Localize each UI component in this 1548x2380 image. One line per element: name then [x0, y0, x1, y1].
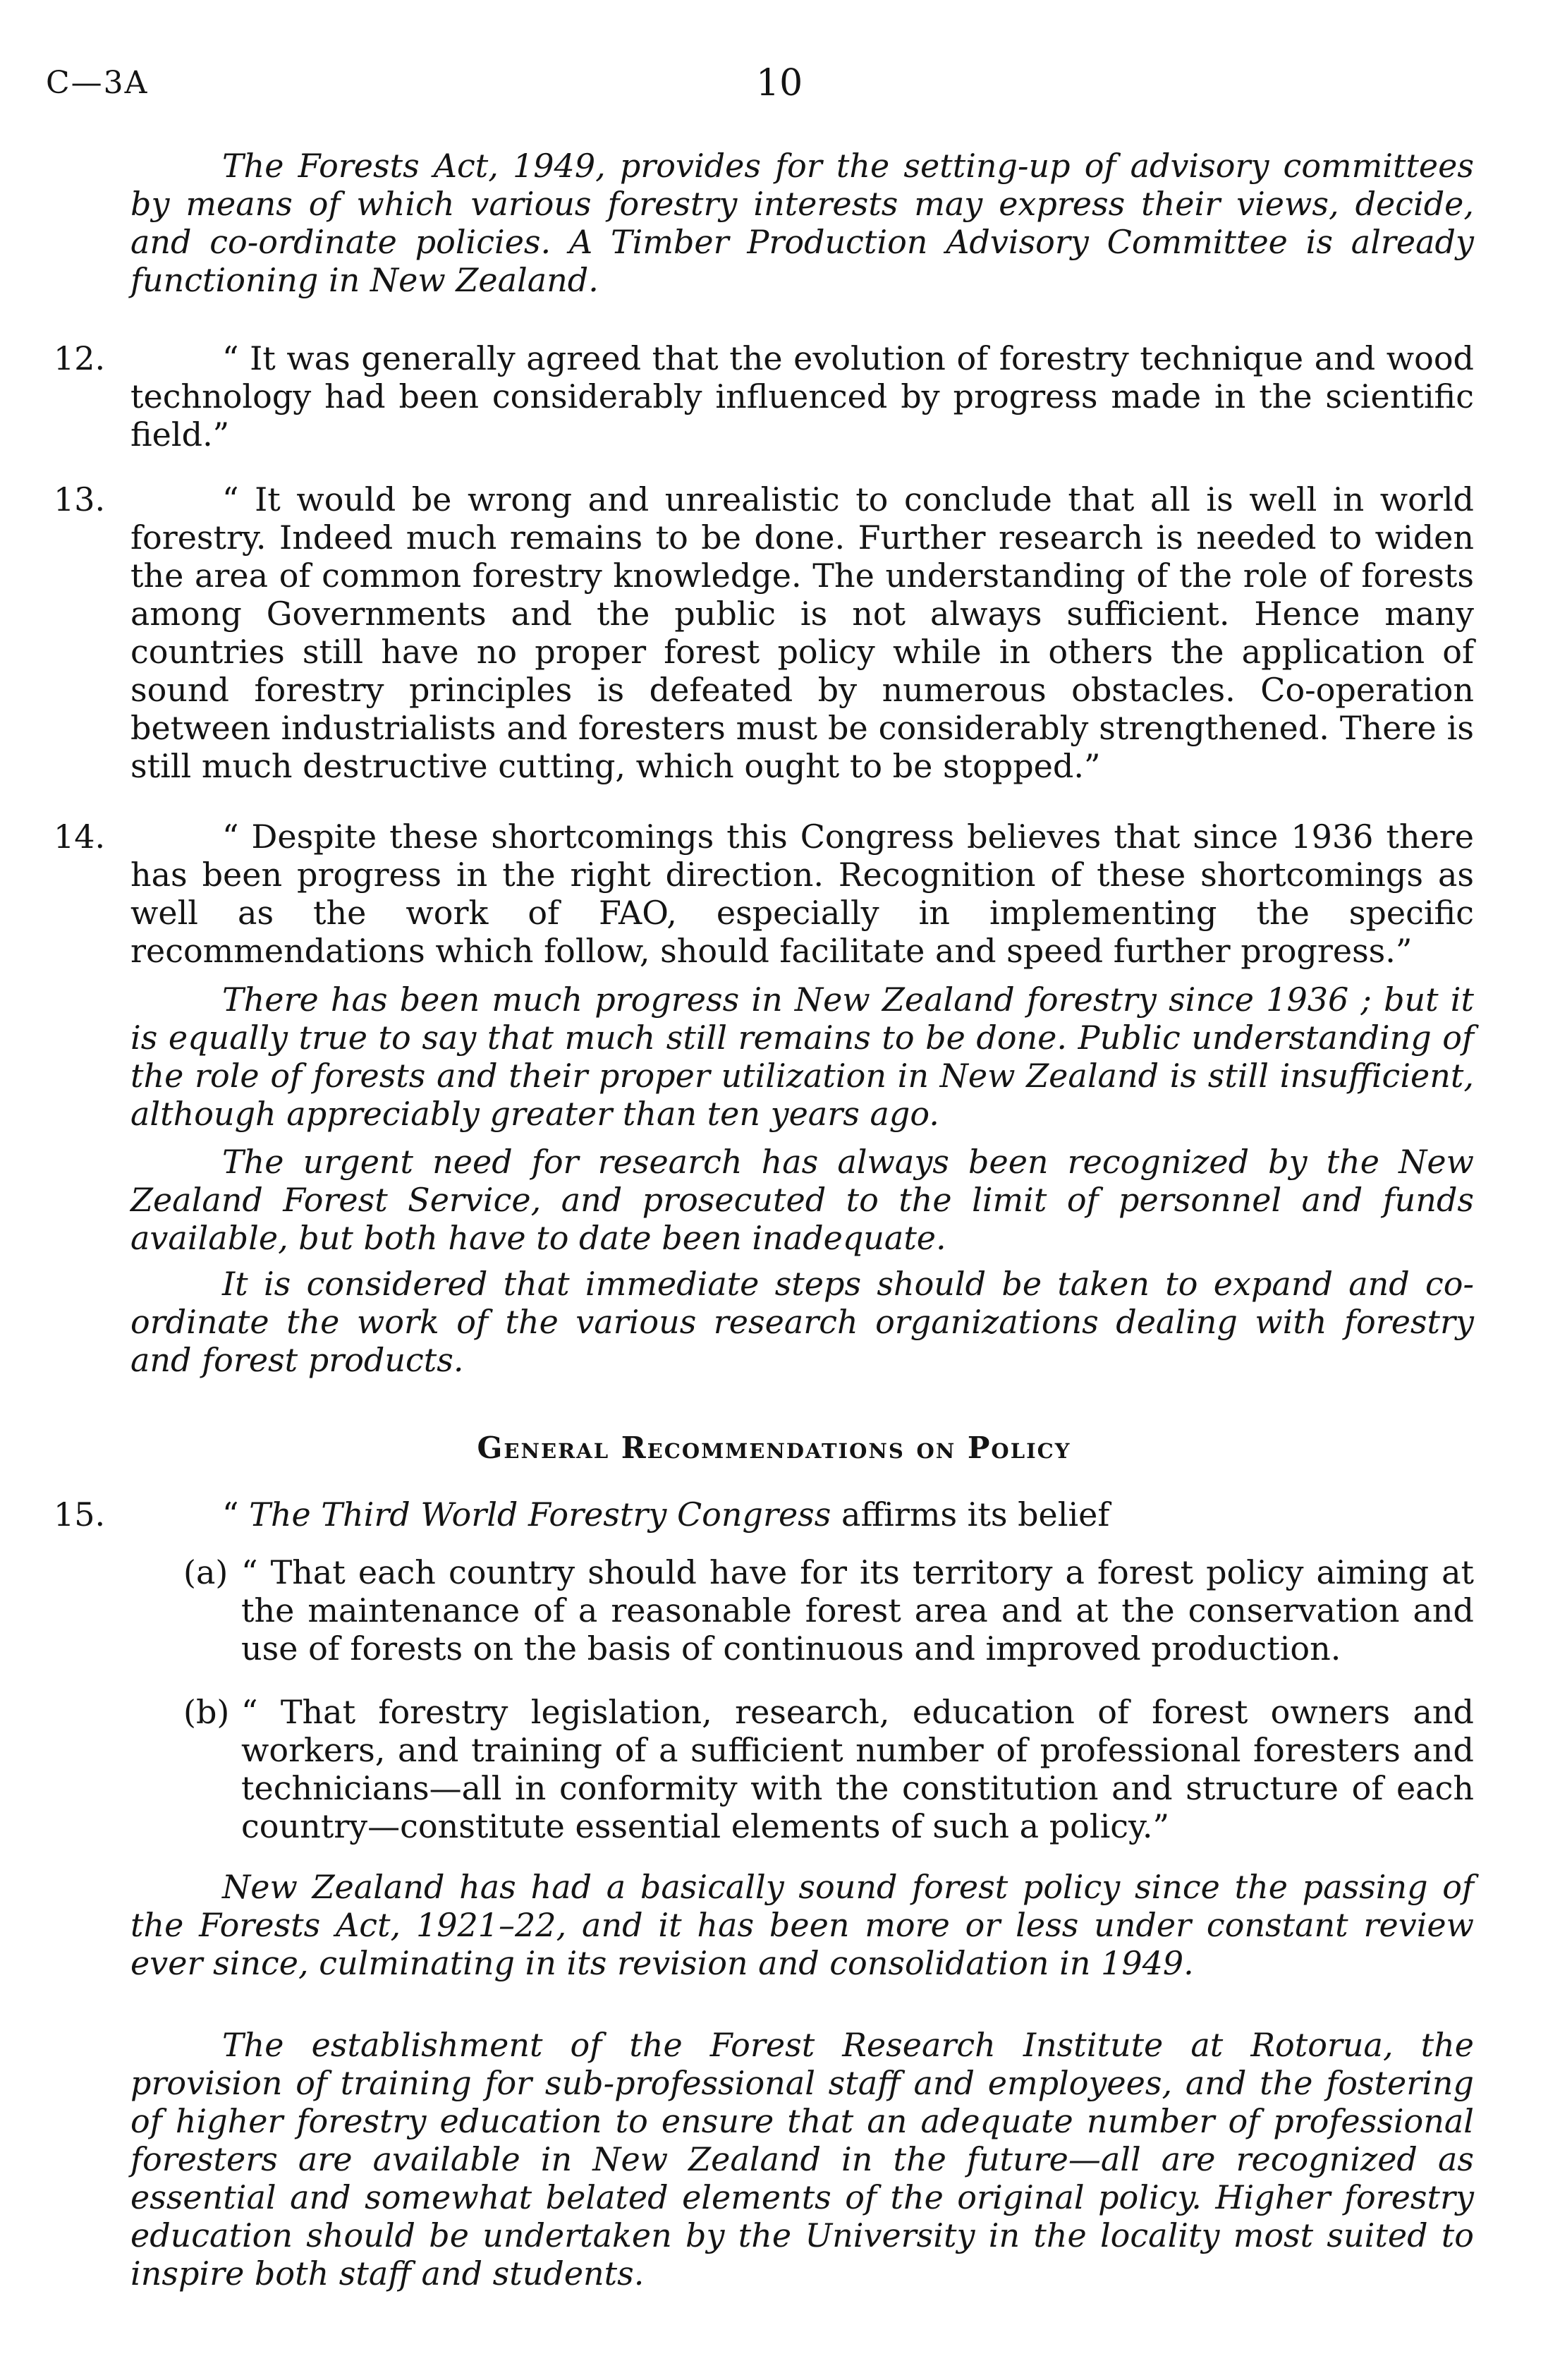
paragraph-12: “ It was generally agreed that the evolution of forestry technique and wood technology had been considerably influenced by progress made in the scientific field.” — [130, 339, 1474, 454]
item-a-text: “ That each country should have for its territory a forest policy aiming at the maintenance of a reasonable forest area and at the conservation and use of forests on the basis of continuous and improved production. — [241, 1553, 1474, 1668]
comment-14-research: The urgent need for research has always been recognized by the New Zealand Forest Service, and prosecuted to the limit of personnel and funds available, but both have to date been inadequate. — [130, 1143, 1474, 1257]
comment-14-coordinate: It is considered that immediate steps should be taken to expand and co-ordinate the work of the various research organizations dealing with forestry and forest products. — [130, 1265, 1474, 1379]
paragraph-15-rest: affirms its belief — [831, 1495, 1110, 1534]
item-a-label: (a) — [183, 1553, 228, 1591]
item-b-label: (b) — [183, 1693, 230, 1731]
quote-open: “ — [222, 1495, 250, 1534]
paragraph-13: “ It would be wrong and unrealistic to conclude that all is well in world forestry. Indeed much remains to be done. Further research is needed to widen the area of common forestry knowledge. The understanding of the role of forests among Governments and the public is not always sufficient. Hence many countries still have no proper forest policy while in others the application of sound forestry principles is defeated by numerous obstacles. Co-operation between industrialists and foresters must be considerably strengthened. There is still much destructive cutting, which ought to be stopped.” — [130, 480, 1474, 785]
page-number: 10 — [756, 62, 803, 104]
paragraph-number-13: 13. — [54, 480, 106, 518]
section-heading: General Recommendations on Policy — [477, 1431, 1071, 1465]
comment-15-policy: New Zealand has had a basically sound forest policy since the passing of the Forests Act, 1921–22, and it has been more or less under constant review ever since, culminating in its revision and consolidation in 1949. — [130, 1868, 1474, 1982]
comment-14-progress: There has been much progress in New Zealand forestry since 1936 ; but it is equally true to say that much still remains to be done. Public understanding of the role of forests and their proper utilization in New Zealand is still insufficient, although appreciably greater than ten years ago. — [130, 980, 1474, 1133]
intro-paragraph: The Forests Act, 1949, provides for the setting-up of advisory committees by means of which various forestry interests may express their views, decide, and co-ordinate policies. A Timber Production Advisory Committee is already functioning in New Zealand. — [130, 147, 1474, 299]
paragraph-15-intro — [130, 1495, 1474, 1534]
paragraph-number-14: 14. — [54, 818, 106, 856]
paragraph-14: “ Despite these shortcomings this Congress believes that since 1936 there has been progress in the right direction. Recognition of these shortcomings as well as the work of FAO, especially in implementing the specific recommendations which follow, should facilitate and speed further progress.” — [130, 818, 1474, 970]
report-reference: C—3A — [46, 65, 149, 101]
comment-15-research-institute: The establishment of the Forest Research Institute at Rotorua, the provision of training for sub-professional staff and employees, and the fostering of higher forestry education to ensure that an adequate number of professional foresters are available in New Zealand in the future—all are recognized as essential and somewhat belated elements of the original policy. Higher forestry education should be undertaken by the University in the locality most suited to inspire both staff and students. — [130, 2026, 1474, 2293]
paragraph-number-15: 15. — [54, 1495, 106, 1534]
paragraph-number-12: 12. — [54, 339, 106, 377]
item-b-text: “ That forestry legislation, research, education of forest owners and workers, and training of a sufficient number of professional foresters and technicians—all in conformity with the constitution and structure of each country—constitute essential elements of such a policy.” — [241, 1693, 1474, 1845]
congress-name: The Third World Forestry Congress — [249, 1495, 831, 1534]
